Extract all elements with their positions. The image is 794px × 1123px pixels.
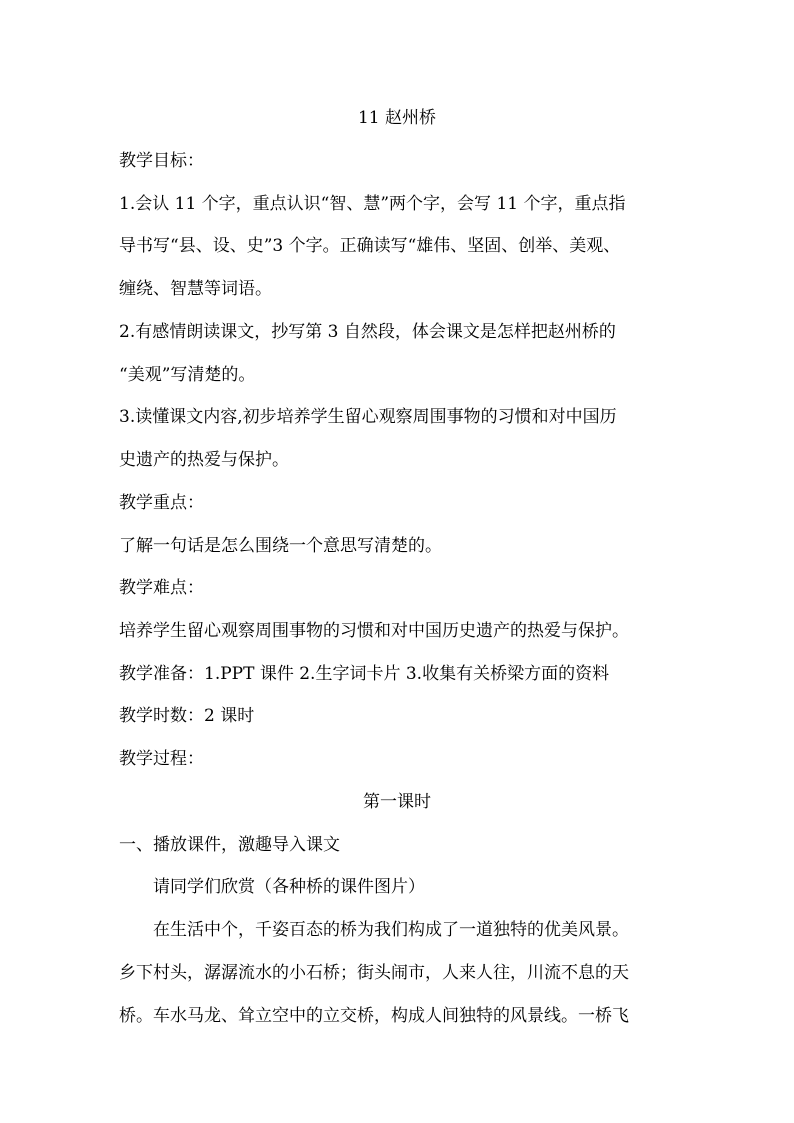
objective-1-line-1: 1.会认 11 个字，重点认识“智、慧”两个字，会写 11 个字，重点指 — [119, 194, 626, 214]
teaching-hours: 教学时数：2 课时 — [119, 706, 255, 726]
paragraph-line-3: 桥。车水马龙、耸立空中的立交桥，构成人间独特的风景线。一桥飞 — [119, 1006, 629, 1026]
objective-3-line-1: 3.读懂课文内容,初步培养学生留心观察周围事物的习惯和对中国历 — [119, 407, 617, 427]
instruction-text: 请同学们欣赏（各种桥的课件图片） — [153, 877, 425, 897]
objective-1-line-2: 导书写“县、设、史”3 个字。正确读写“雄伟、坚固、创举、美观、 — [119, 236, 621, 256]
process-heading: 教学过程： — [119, 749, 204, 769]
objectives-heading: 教学目标： — [119, 151, 204, 171]
objective-2-line-2: “美观”写清楚的。 — [119, 365, 256, 385]
document-title: 11 赵州桥 — [357, 108, 437, 128]
key-point-heading: 教学重点： — [119, 493, 204, 513]
paragraph-line-1: 在生活中个，千姿百态的桥为我们构成了一道独特的优美风景。 — [153, 920, 629, 940]
lesson-title: 第一课时 — [363, 792, 431, 812]
objective-3-line-2: 史遗产的热爱与保护。 — [119, 450, 289, 470]
paragraph-line-2: 乡下村头，潺潺流水的小石桥；街头闹市，人来人往，川流不息的天 — [119, 963, 629, 983]
difficulty-heading: 教学难点： — [119, 578, 204, 598]
difficulty-text: 培养学生留心观察周围事物的习惯和对中国历史遗产的热爱与保护。 — [119, 621, 629, 641]
key-point-text: 了解一句话是怎么围绕一个意思写清楚的。 — [119, 536, 442, 556]
objective-1-line-3: 缠绕、智慧等词语。 — [119, 279, 272, 299]
objective-2-line-1: 2.有感情朗读课文，抄写第 3 自然段，体会课文是怎样把赵州桥的 — [119, 322, 616, 342]
preparation-text: 教学准备：1.PPT 课件 2.生字词卡片 3.收集有关桥梁方面的资料 — [119, 664, 610, 684]
section-1-heading: 一、播放课件，激趣导入课文 — [119, 835, 340, 855]
